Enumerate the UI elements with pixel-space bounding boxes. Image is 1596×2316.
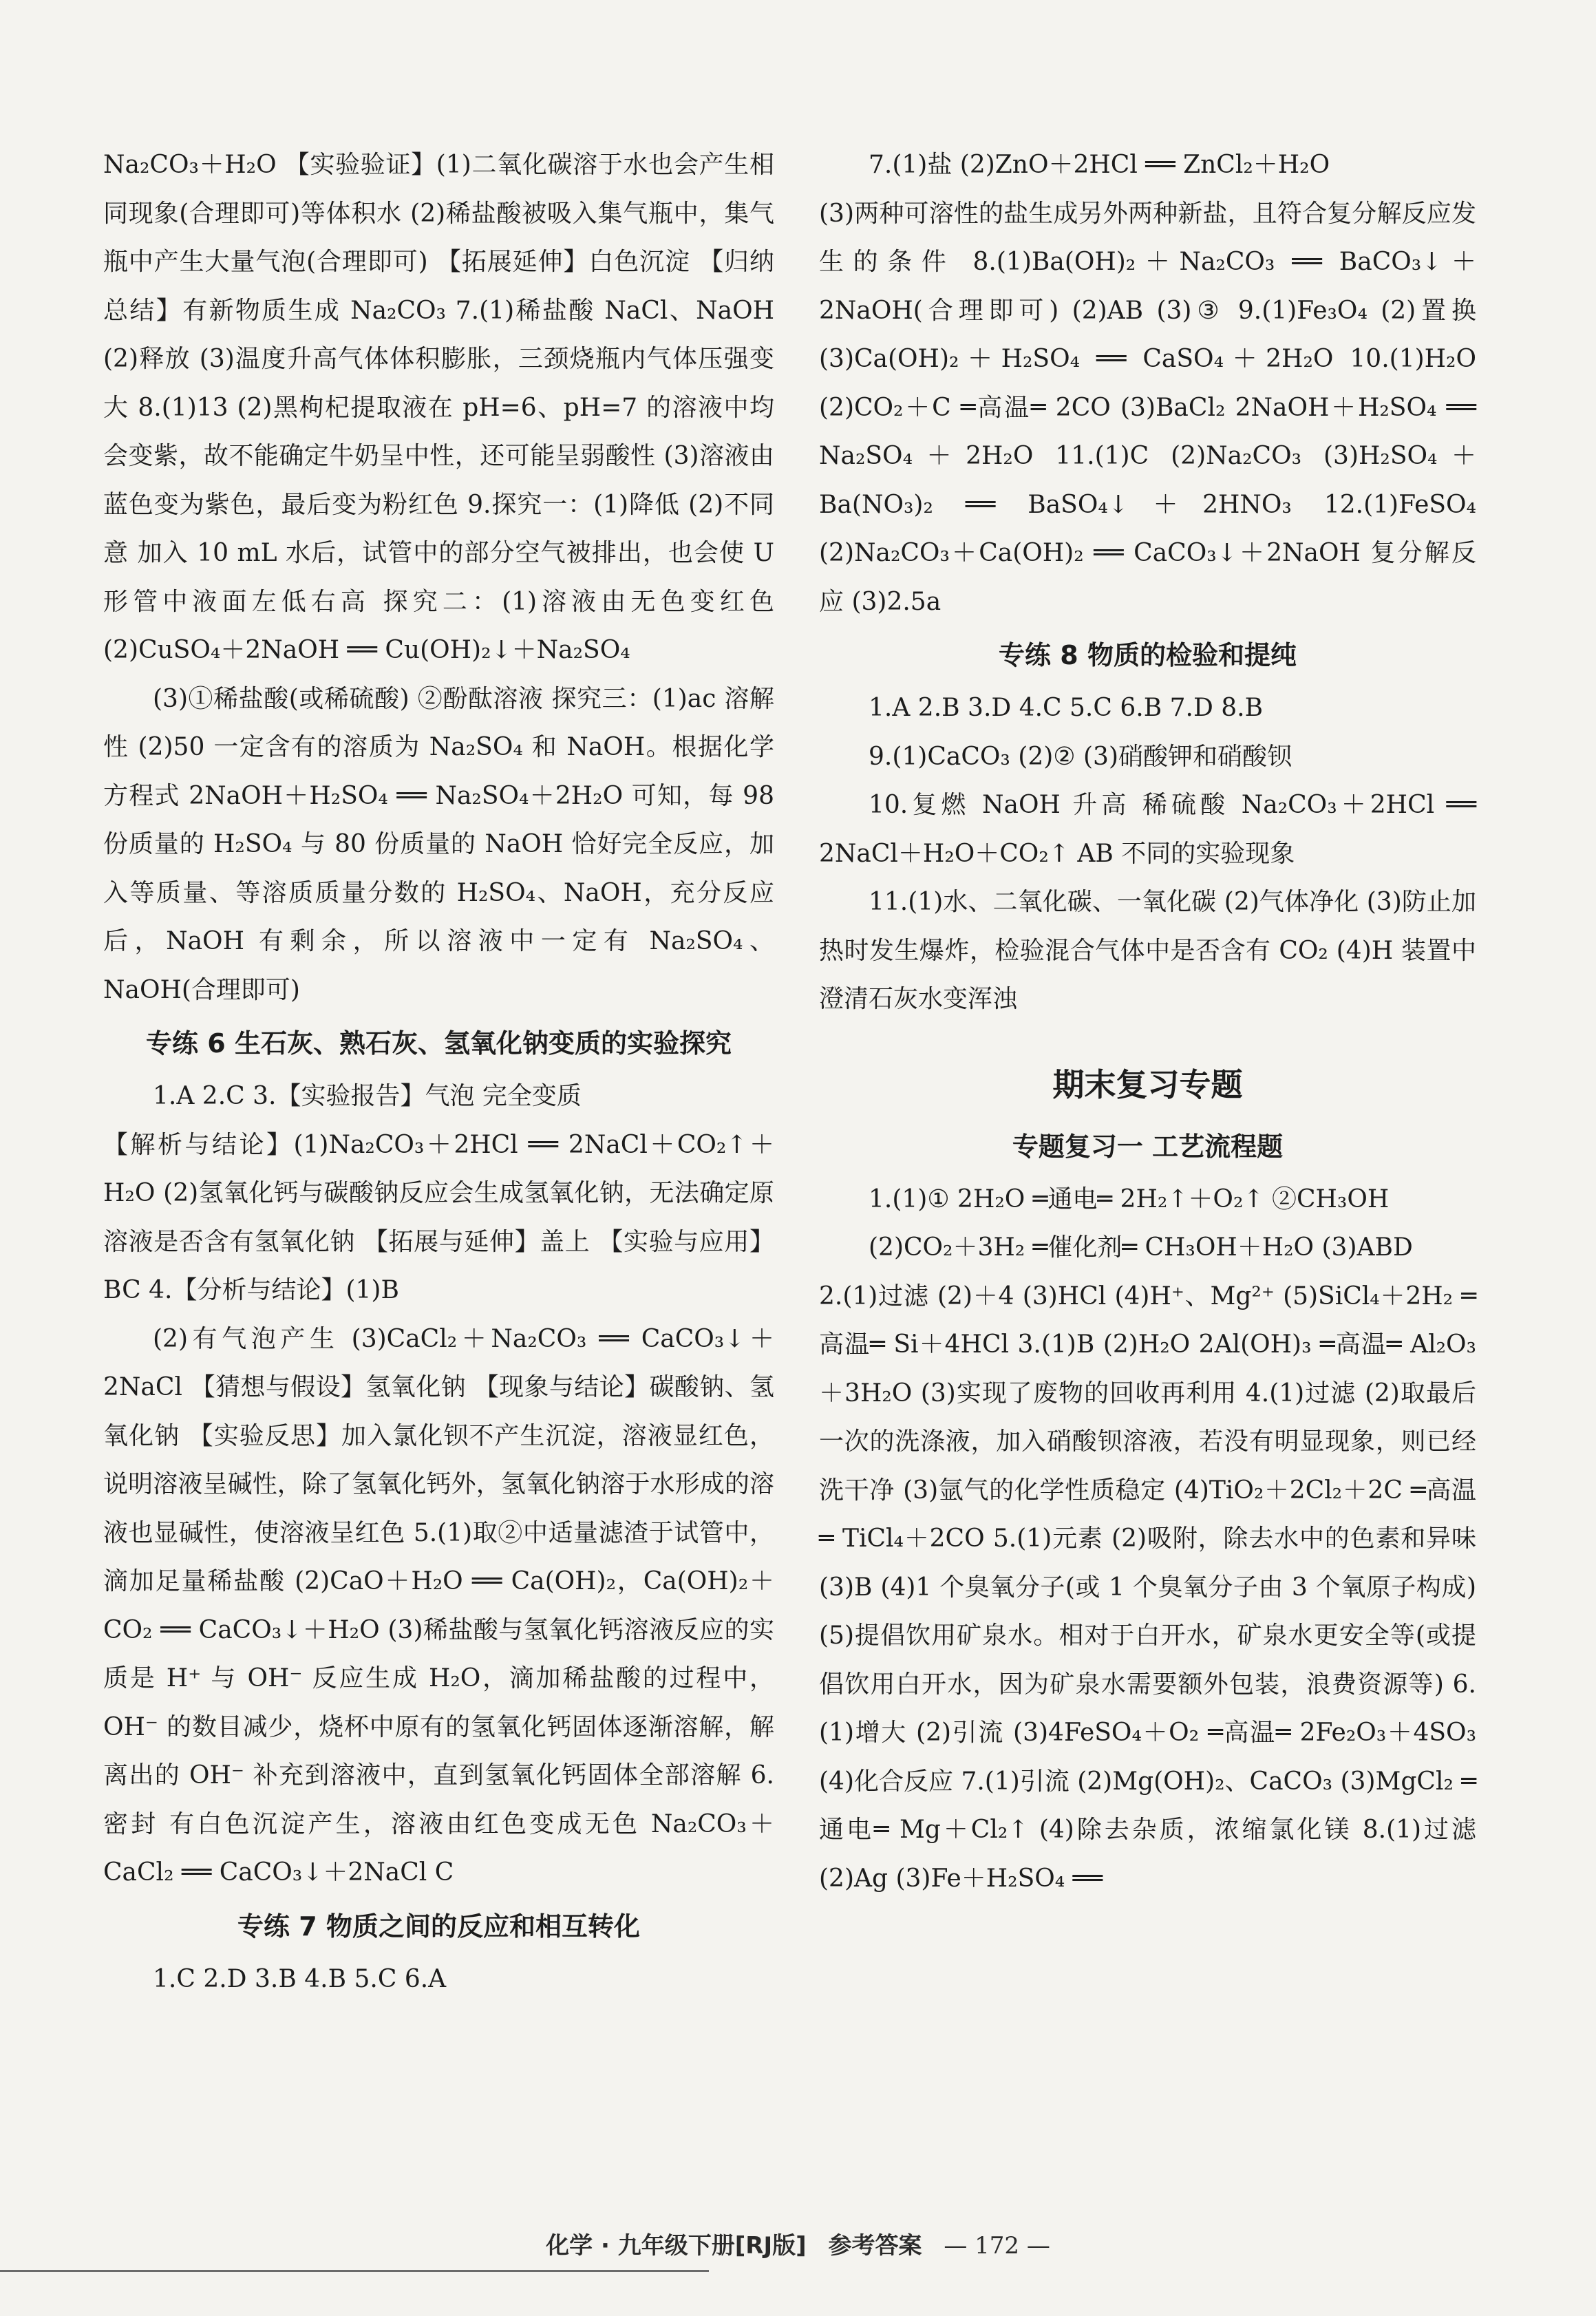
right-answers-block-2 [819, 684, 1476, 1024]
left-answers-block-3 [103, 1955, 774, 2004]
right-column [819, 141, 1476, 1903]
left-answers-block-1 [103, 141, 774, 1014]
page-number: — 172 — [944, 2232, 1050, 2260]
right-answers-block-1 [819, 141, 1476, 626]
heading-drill-6: 专练 6 生石灰、熟石灰、氢氧化钠变质的实验探究 [146, 1028, 732, 1059]
page-footer [0, 2227, 1596, 2260]
answer-paragraph: (3)①稀盐酸(或稀硫酸) ②酚酞溶液 探究三：(1)ac 溶解性 (2)50 一定含有的溶质为 Na₂SO₄ 和 NaOH。根据化学方程式 2NaOH＋H₂SO₄ ══ Na₂SO₄＋2H₂O 可知，每 98 份质量的 H₂SO₄ 与 80 份质量的 NaOH 恰好完全反应，加入等质量、等溶质质量分数的 H₂SO₄、NaOH，充分反应后，NaOH 有剩余，所以溶液中一定有 Na₂SO₄、NaOH(合理即可) [103, 684, 774, 1004]
heading-review-1: 专题复习一 工艺流程题 [1012, 1131, 1284, 1162]
answer-paragraph: 1.A 2.C 3.【实验报告】气泡 完全变质 [153, 1082, 582, 1110]
heading-drill-7: 专练 7 物质之间的反应和相互转化 [237, 1911, 640, 1942]
bottom-rule [0, 2270, 709, 2272]
answer-paragraph: 10.复燃 NaOH 升高 稀硫酸 Na₂CO₃＋2HCl ══ 2NaCl＋H₂O＋CO₂↑ AB 不同的实验现象 [819, 791, 1476, 868]
answer-paragraph: (3)两种可溶性的盐生成另外两种新盐，且符合复分解反应发生的条件 8.(1)Ba(OH)₂＋Na₂CO₃ ══ BaCO₃↓＋2NaOH(合理即可) (2)AB (3)③ 9.(1)Fe₃O₄ (2)置换 (3)Ca(OH)₂＋H₂SO₄ ══ CaSO₄＋2H₂O 10.(1)H₂O (2)CO₂＋C ═高温═ 2CO (3)BaCl₂ 2NaOH＋H₂SO₄ ══ Na₂SO₄＋2H₂O 11.(1)C (2)Na₂CO₃ (3)H₂SO₄＋Ba(NO₃)₂ ══ BaSO₄↓＋2HNO₃ 12.(1)FeSO₄ (2)Na₂CO₃＋Ca(OH)₂ ══ CaCO₃↓＋2NaOH 复分解反应 (3)2.5a [819, 199, 1476, 616]
answer-paragraph: Na₂CO₃＋H₂O 【实验验证】(1)二氧化碳溶于水也会产生相同现象(合理即可)等体积水 (2)稀盐酸被吸入集气瓶中，集气瓶中产生大量气泡(合理即可) 【拓展延伸】白色沉淀 【归纳总结】有新物质生成 Na₂CO₃ 7.(1)稀盐酸 NaCl、NaOH (2)释放 (3)温度升高气体体积膨胀，三颈烧瓶内气体压强变大 8.(1)13 (2)黑枸杞提取液在 pH=6、pH=7 的溶液中均会变紫，故不能确定牛奶呈中性，还可能呈弱酸性 (3)溶液由蓝色变为紫色，最后变为粉红色 9.探究一：(1)降低 (2)不同意 加入 10 mL 水后，试管中的部分空气被排出，也会使 U 形管中液面左低右高 探究二：(1)溶液由无色变红色 (2)CuSO₄＋2NaOH ══ Cu(OH)₂↓＋Na₂SO₄ [103, 151, 774, 664]
answer-paragraph: 1.A 2.B 3.D 4.C 5.C 6.B 7.D 8.B [869, 694, 1264, 722]
answer-paragraph: (2)有气泡产生 (3)CaCl₂＋Na₂CO₃ ══ CaCO₃↓＋2NaCl 【猜想与假设】氢氧化钠 【现象与结论】碳酸钠、氢氧化钠 【实验反思】加入氯化钡不产生沉淀，溶液显红色，说明溶液呈碱性，除了氢氧化钙外，氢氧化钠溶于水形成的溶液也显碱性，使溶液呈红色 5.(1)取②中适量滤渣于试管中，滴加足量稀盐酸 (2)CaO＋H₂O ══ Ca(OH)₂，Ca(OH)₂＋CO₂ ══ CaCO₃↓＋H₂O (3)稀盐酸与氢氧化钙溶液反应的实质是 H⁺ 与 OH⁻ 反应生成 H₂O，滴加稀盐酸的过程中，OH⁻ 的数目减少，烧杯中原有的氢氧化钙固体逐渐溶解，解离出的 OH⁻ 补充到溶液中，直到氢氧化钙固体全部溶解 6.密封 有白色沉淀产生，溶液由红色变成无色 Na₂CO₃＋CaCl₂ ══ CaCO₃↓＋2NaCl C [103, 1324, 774, 1887]
section-title-final-review: 期末复习专题 [1052, 1065, 1243, 1103]
left-answers-block-2 [103, 1072, 774, 1898]
footer-section: 参考答案 [828, 2232, 922, 2260]
answer-paragraph: (2)CO₂＋3H₂ ═催化剂═ CH₃OH＋H₂O (3)ABD [869, 1233, 1413, 1262]
answer-paragraph: 2.(1)过滤 (2)＋4 (3)HCl (4)H⁺、Mg²⁺ (5)SiCl₄＋2H₂ ═高温═ Si＋4HCl 3.(1)B (2)H₂O 2Al(OH)₃ ═高温═ Al₂O₃＋3H₂O (3)实现了废物的回收再利用 4.(1)过滤 (2)取最后一次的洗涤液，加入硝酸钡溶液，若没有明显现象，则已经洗干净 (3)氩气的化学性质稳定 (4)TiO₂＋2Cl₂＋2C ═高温═ TiCl₄＋2CO 5.(1)元素 (2)吸附，除去水中的色素和异味 (3)B (4)1 个臭氧分子(或 1 个臭氧分子由 3 个氧原子构成) (5)提倡饮用矿泉水。相对于白开水，矿泉水更安全等(或提倡饮用白开水，因为矿泉水需要额外包装，浪费资源等) 6.(1)增大 (2)引流 (3)4FeSO₄＋O₂ ═高温═ 2Fe₂O₃＋4SO₃ (4)化合反应 7.(1)引流 (2)Mg(OH)₂、CaCO₃ (3)MgCl₂ ═通电═ Mg＋Cl₂↑ (4)除去杂质，浓缩氯化镁 8.(1)过滤 (2)Ag (3)Fe＋H₂SO₄ ══ [819, 1282, 1477, 1893]
answer-paragraph: 11.(1)水、二氧化碳、一氧化碳 (2)气体净化 (3)防止加热时发生爆炸，检验混合气体中是否含有 CO₂ (4)H 装置中澄清石灰水变浑浊 [819, 888, 1476, 1013]
heading-drill-8: 专练 8 物质的检验和提纯 [999, 640, 1297, 670]
answer-paragraph: 7.(1)盐 (2)ZnO＋2HCl ══ ZnCl₂＋H₂O [869, 151, 1330, 179]
right-answers-block-3 [819, 1176, 1476, 1904]
answer-paragraph: 1.(1)① 2H₂O ═通电═ 2H₂↑＋O₂↑ ②CH₃OH [869, 1184, 1390, 1213]
answer-paragraph: 1.C 2.D 3.B 4.B 5.C 6.A [153, 1964, 447, 1993]
answer-paragraph: 【解析与结论】(1)Na₂CO₃＋2HCl ══ 2NaCl＋CO₂↑＋H₂O (2)氢氧化钙与碳酸钠反应会生成氢氧化钠，无法确定原溶液是否含有氢氧化钠 【拓展与延伸】盖上 【实验与应用】BC 4.【分析与结论】(1)B [103, 1130, 774, 1304]
answer-paragraph: 9.(1)CaCO₃ (2)② (3)硝酸钾和硝酸钡 [869, 742, 1292, 771]
left-column [103, 141, 774, 2004]
footer-subject: 化学 · 九年级下册[RJ版] [546, 2232, 807, 2260]
